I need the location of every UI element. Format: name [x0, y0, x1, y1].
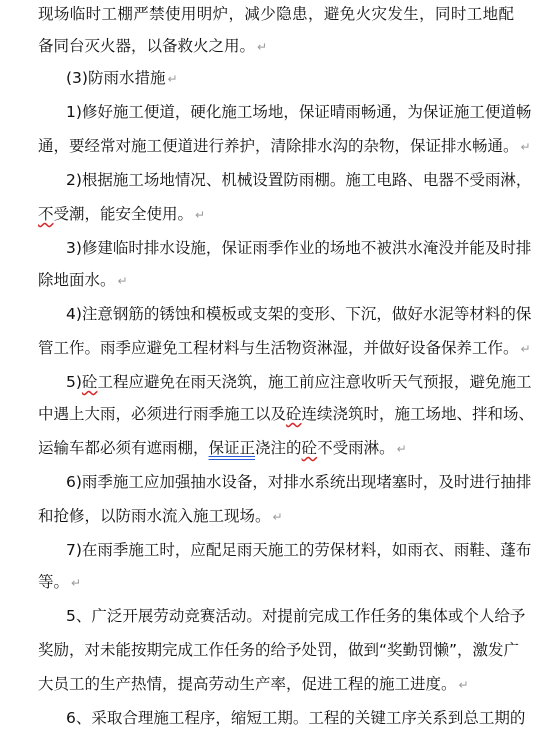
text-line	[0, 202, 558, 226]
line-text: 4)注意钢筋的锈蚀和模板或支架的变形、下沉，做好水泥等材料的保	[66, 305, 532, 323]
text-line	[0, 2, 558, 26]
line-text: 2)根据施工场地情况、机械设置防雨棚。施工电路、电器不受雨淋，	[66, 171, 532, 189]
paragraph-mark-icon: ↵	[520, 342, 531, 356]
line-text: 备同台灭火器，以备救火之用。	[38, 37, 256, 55]
text-line	[0, 34, 558, 58]
line-text: 通，要经常对施工便道进行养护，清除排水沟的杂物，保证排水畅通。	[38, 137, 519, 155]
paragraph-mark-icon: ↵	[71, 576, 82, 590]
line-text: 6、采取合理施工程序，缩短工期。工程的关键工序关系到总工期的	[66, 709, 526, 727]
line-text: 7)在雨季施工时，应配足雨天施工的劳保材料，如雨衣、雨鞋、蓬布	[66, 541, 532, 559]
text-line	[0, 336, 558, 360]
line-text: 奖励，对未能按期完成工作任务的给予处罚，做到“奖勤罚懒”，激发广	[38, 641, 520, 659]
marked-text: 不	[38, 205, 54, 223]
line-text: 不受雨淋。	[317, 439, 395, 457]
text-line	[0, 268, 558, 292]
line-text: 管工作。雨季应避免工程材料与生活物资淋湿，并做好设备保养工作。	[38, 339, 519, 357]
text-line	[0, 402, 558, 426]
line-text: 连续浇筑时，施工场地、拌和场、	[301, 405, 535, 423]
line-text: 1)修好施工便道，硬化施工场地，保证晴雨畅通，为保证施工便道畅	[66, 103, 532, 121]
text-line	[0, 302, 558, 326]
text-line	[0, 66, 558, 90]
text-line	[0, 672, 558, 696]
line-text: (3)防雨水措施	[66, 69, 166, 87]
line-text: 除地面水。	[38, 271, 116, 289]
line-text: 浇注的	[255, 439, 302, 457]
line-text: 运输车都必须有遮雨棚，	[38, 439, 209, 457]
paragraph-mark-icon: ↵	[458, 678, 469, 692]
line-text: 现场临时工棚严禁使用明炉，减少隐患，避免火灾发生，同时工地配	[38, 5, 514, 23]
text-line	[0, 168, 558, 192]
line-text: 等。	[38, 573, 70, 591]
line-text: 受潮，能安全使用。	[53, 205, 194, 223]
paragraph-mark-icon: ↵	[195, 208, 206, 222]
text-line	[0, 370, 558, 394]
paragraph-mark-icon: ↵	[272, 510, 283, 524]
text-line	[0, 706, 558, 730]
paragraph-mark-icon: ↵	[520, 140, 531, 154]
line-text: 大员工的生产热情，提高劳动生产率，促进工程的施工进度。	[38, 675, 457, 693]
line-text: 工程应避免在雨天浇筑，施工前应注意收听天气预报，避免施工	[97, 373, 532, 391]
line-text: 和抢修，以防雨水流入施工现场。	[38, 507, 271, 525]
text-line	[0, 570, 558, 594]
line-text: 6)雨季施工应加强抽水设备，对排水系统出现堵塞时，及时进行抽排	[66, 473, 532, 491]
paragraph-mark-icon: ↵	[396, 442, 407, 456]
paragraph-mark-icon: ↵	[257, 40, 268, 54]
line-text: 5、广泛开展劳动竞赛活动。对提前完成工作任务的集体或个人给予	[66, 607, 526, 625]
text-line	[0, 236, 558, 260]
marked-text: 砼	[81, 373, 98, 391]
text-line	[0, 470, 558, 494]
text-line	[0, 638, 558, 662]
line-text: 5)	[66, 373, 82, 391]
text-line	[0, 436, 558, 460]
marked-text: 砼	[301, 439, 318, 457]
marked-text: 保证正	[208, 439, 256, 457]
line-text: 3)修建临时排水设施，保证雨季作业的场地不被洪水淹没并能及时排	[66, 239, 532, 257]
paragraph-mark-icon: ↵	[117, 274, 128, 288]
text-line	[0, 134, 558, 158]
text-line	[0, 538, 558, 562]
marked-text: 砼	[286, 405, 302, 423]
line-text: 中遇上大雨，必须进行雨季施工以及	[38, 405, 287, 423]
text-line	[0, 504, 558, 528]
paragraph-mark-icon: ↵	[167, 72, 178, 86]
text-line	[0, 604, 558, 628]
text-line	[0, 100, 558, 124]
